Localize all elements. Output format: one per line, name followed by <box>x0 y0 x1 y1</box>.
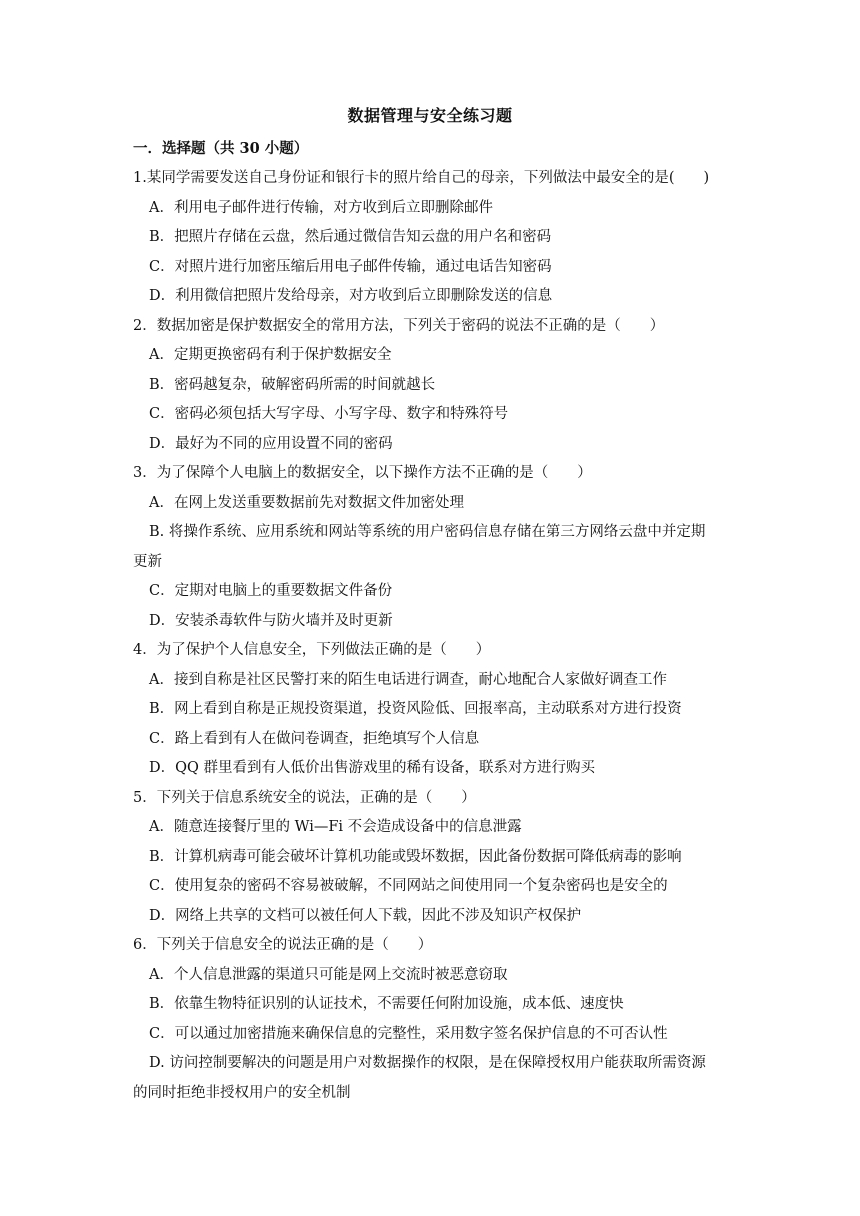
question-6 <box>133 931 733 1108</box>
option-d: D. 访问控制要解决的问题是用户对数据操作的权限，是在保障授权用户能获取所需资源 <box>149 1055 706 1071</box>
option-b-continued: 更新 <box>133 553 162 570</box>
question-stem: 4．为了保护个人信息安全，下列做法正确的是（ ） <box>133 642 491 658</box>
option-d: D．利用微信把照片发给母亲，对方收到后立即删除发送的信息 <box>149 288 553 304</box>
option-c: C．路上看到有人在做问卷调查，拒绝填写个人信息 <box>149 730 480 747</box>
option-a: A．利用电子邮件进行传输，对方收到后立即删除邮件 <box>149 199 493 216</box>
option-d-continued: 的同时拒绝非授权用户的安全机制 <box>133 1084 351 1101</box>
question-1 <box>133 164 733 312</box>
option-a: A．在网上发送重要数据前先对数据文件加密处理 <box>149 494 464 511</box>
question-stem: 5．下列关于信息系统安全的说法，正确的是（ ） <box>133 789 476 806</box>
question-5 <box>133 784 733 932</box>
option-c: C．使用复杂的密码不容易被破解，不同网站之间使用同一个复杂密码也是安全的 <box>149 878 668 894</box>
option-d: D．QQ 群里看到有人低价出售游戏里的稀有设备，联系对方进行购买 <box>149 760 596 776</box>
question-stem: 3．为了保障个人电脑上的数据安全，以下操作方法不正确的是（ ） <box>133 465 592 481</box>
page-title: 数据管理与安全练习题 <box>347 106 513 125</box>
option-b: B. 将操作系统、应用系统和网站等系统的用户密码信息存储在第三方网络云盘中并定期 <box>149 524 706 540</box>
option-c: C．定期对电脑上的重要数据文件备份 <box>149 583 393 599</box>
option-d: D．网络上共享的文档可以被任何人下载，因此不涉及知识产权保护 <box>149 907 582 924</box>
option-c: C．对照片进行加密压缩后用电子邮件传输，通过电话告知密码 <box>149 258 552 275</box>
question-stem: 6．下列关于信息安全的说法正确的是（ ） <box>133 937 433 953</box>
question-3 <box>133 459 733 636</box>
option-d: D．最好为不同的应用设置不同的密码 <box>149 435 393 452</box>
question-4 <box>133 636 733 784</box>
question-list <box>133 164 733 1108</box>
question-2 <box>133 312 733 460</box>
option-b: B．把照片存储在云盘，然后通过微信告知云盘的用户名和密码 <box>149 229 552 245</box>
option-b: B．依靠生物特征识别的认证技术，不需要任何附加设施，成本低、速度快 <box>149 996 624 1012</box>
option-a: A．定期更换密码有利于保护数据安全 <box>149 347 392 363</box>
option-c: C．可以通过加密措施来确保信息的完整性，采用数字签名保护信息的不可否认性 <box>149 1025 668 1042</box>
option-b: B．计算机病毒可能会破坏计算机功能或毁坏数据，因此备份数据可降低病毒的影响 <box>149 848 682 865</box>
option-d: D．安装杀毒软件与防火墙并及时更新 <box>149 612 393 629</box>
question-stem: 1.某同学需要发送自己身份证和银行卡的照片给自己的母亲，下列做法中最安全的是( ) <box>133 170 710 186</box>
option-b: B．网上看到自称是正规投资渠道，投资风险低、回报率高，主动联系对方进行投资 <box>149 701 682 717</box>
option-a: A．接到自称是社区民警打来的陌生电话进行调查，耐心地配合人家做好调查工作 <box>149 671 667 688</box>
option-c: C．密码必须包括大写字母、小写字母、数字和特殊符号 <box>149 406 509 422</box>
option-a: A．个人信息泄露的渠道只可能是网上交流时被恶意窃取 <box>149 966 508 983</box>
option-b: B．密码越复杂，破解密码所需的时间就越长 <box>149 376 436 393</box>
question-stem: 2．数据加密是保护数据安全的常用方法，下列关于密码的说法不正确的是（ ） <box>133 317 665 334</box>
section-heading: 一．选择题（共 30 小题） <box>133 140 309 157</box>
option-a: A．随意连接餐厅里的 Wi—Fi 不会造成设备中的信息泄露 <box>149 819 522 835</box>
